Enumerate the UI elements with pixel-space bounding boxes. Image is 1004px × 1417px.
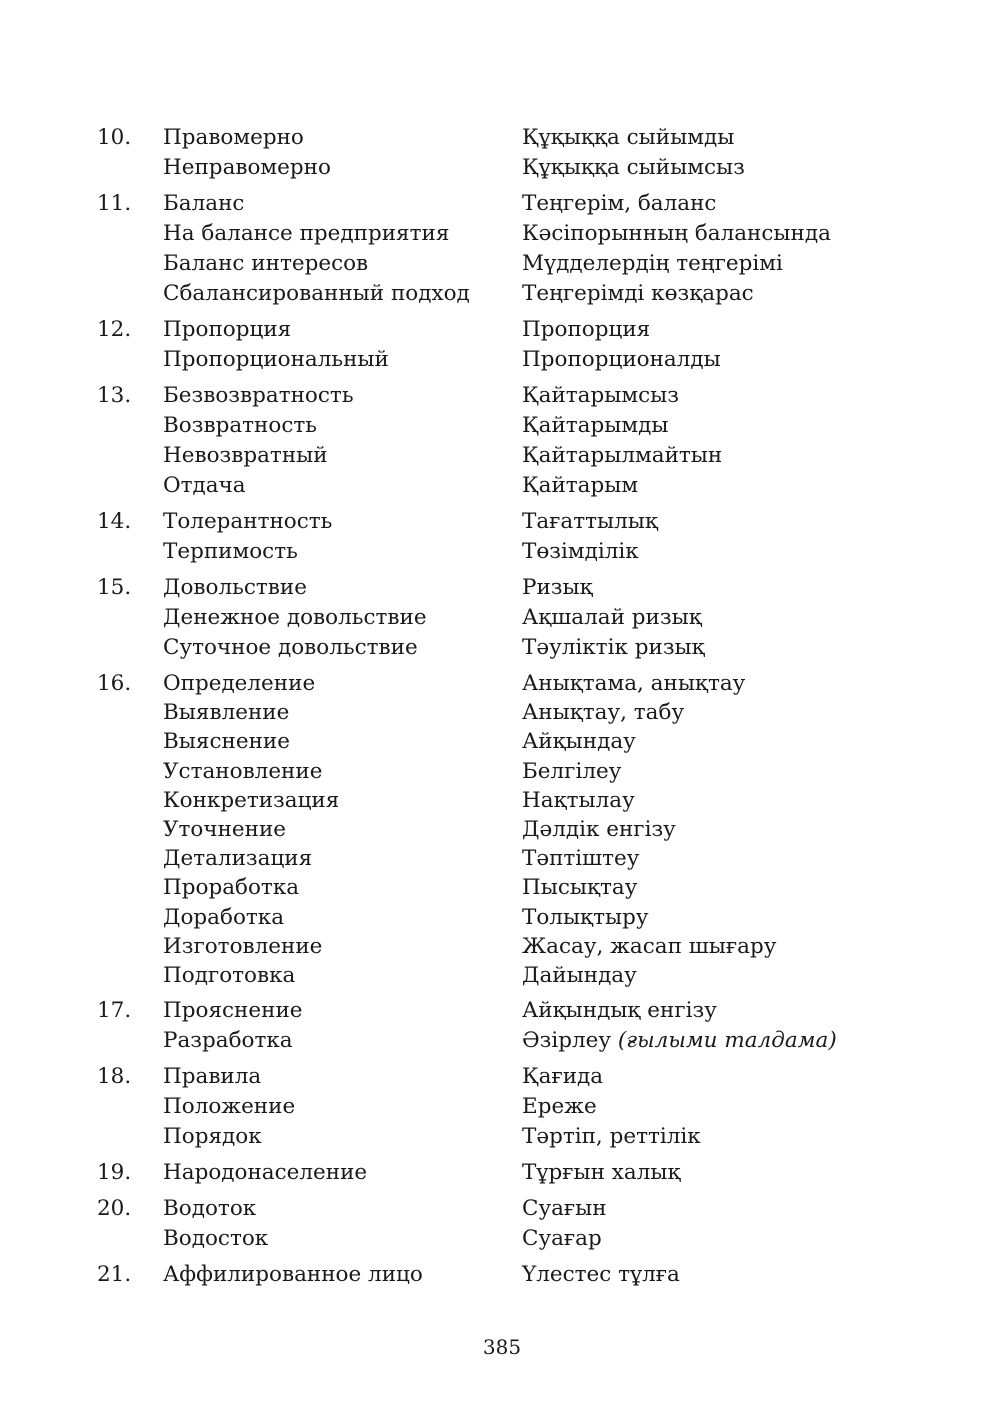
glossary-row bbox=[0, 873, 1004, 902]
kazakh-term-text: Жасау, жасап шығару bbox=[522, 933, 777, 959]
kazakh-term bbox=[522, 757, 621, 786]
russian-term: Безвозвратность bbox=[163, 383, 354, 408]
russian-term: Установление bbox=[163, 758, 323, 784]
russian-term: Водосток bbox=[163, 1226, 269, 1252]
entry-number: 11. bbox=[97, 191, 132, 216]
kazakh-term-text: Толықтыру bbox=[522, 904, 649, 930]
kazakh-term bbox=[522, 411, 668, 441]
russian-term: Пропорциональный bbox=[163, 347, 389, 372]
kazakh-term bbox=[522, 1122, 701, 1152]
russian-term: Довольствие bbox=[163, 575, 307, 600]
kazakh-term bbox=[522, 315, 650, 345]
glossary-row bbox=[0, 381, 1004, 411]
russian-term: Порядок bbox=[163, 1124, 262, 1150]
russian-term: Уточнение bbox=[163, 816, 287, 842]
kazakh-term-text: Құқыққа сыйымсыз bbox=[522, 155, 745, 180]
kazakh-term bbox=[522, 189, 716, 219]
entry-number: 21. bbox=[97, 1262, 132, 1288]
russian-term: Возвратность bbox=[163, 413, 317, 438]
kazakh-term bbox=[522, 1194, 607, 1224]
kazakh-term-text: Кәсіпорынның балансында bbox=[522, 221, 831, 246]
russian-term: Баланс интересов bbox=[163, 251, 369, 276]
russian-term: Правомерно bbox=[163, 125, 304, 150]
page-number: 385 bbox=[482, 1335, 522, 1359]
kazakh-term-text: Пропорционалды bbox=[522, 347, 721, 372]
entry-number: 12. bbox=[97, 317, 132, 342]
kazakh-term bbox=[522, 633, 705, 663]
glossary-row bbox=[0, 603, 1004, 633]
glossary-row bbox=[0, 844, 1004, 873]
glossary-row bbox=[0, 815, 1004, 844]
kazakh-term bbox=[522, 961, 637, 990]
glossary-row bbox=[0, 757, 1004, 786]
russian-term: Положение bbox=[163, 1094, 296, 1120]
russian-term: Проработка bbox=[163, 875, 300, 901]
glossary-row bbox=[0, 507, 1004, 537]
kazakh-term-text: Қайтарым bbox=[522, 473, 639, 498]
kazakh-term bbox=[522, 1062, 603, 1092]
russian-term: Конкретизация bbox=[163, 787, 340, 813]
glossary-entry bbox=[0, 1158, 1004, 1188]
kazakh-term bbox=[522, 727, 636, 756]
kazakh-term-text: Тәптіштеу bbox=[522, 846, 640, 872]
entry-number: 20. bbox=[97, 1196, 132, 1222]
kazakh-term-text: Қайтарымсыз bbox=[522, 383, 679, 408]
glossary-row bbox=[0, 1122, 1004, 1152]
kazakh-term bbox=[522, 345, 721, 375]
entry-number: 17. bbox=[97, 998, 132, 1024]
kazakh-term-text: Тағаттылық bbox=[522, 509, 658, 534]
kazakh-term-text: Әзірлеу bbox=[522, 1028, 618, 1054]
glossary-row bbox=[0, 249, 1004, 279]
russian-term: Отдача bbox=[163, 473, 246, 498]
kazakh-term-text: Мүдделердің теңгерімі bbox=[522, 251, 783, 276]
kazakh-term bbox=[522, 873, 637, 902]
kazakh-term bbox=[522, 441, 722, 471]
kazakh-term bbox=[522, 153, 745, 183]
glossary-row bbox=[0, 1260, 1004, 1290]
glossary-row bbox=[0, 786, 1004, 815]
kazakh-term-text: Суағын bbox=[522, 1196, 607, 1222]
kazakh-term-text: Ереже bbox=[522, 1094, 597, 1120]
glossary-entry bbox=[0, 507, 1004, 567]
glossary-row bbox=[0, 219, 1004, 249]
russian-term: Терпимость bbox=[163, 539, 298, 564]
kazakh-term-text: Дайындау bbox=[522, 962, 637, 988]
kazakh-term-text: Құқыққа сыйымды bbox=[522, 125, 735, 150]
entry-number: 10. bbox=[97, 125, 132, 150]
kazakh-term bbox=[522, 996, 717, 1026]
kazakh-term-text: Үлестес тұлға bbox=[522, 1262, 680, 1288]
glossary-row bbox=[0, 441, 1004, 471]
russian-term: Прояснение bbox=[163, 998, 303, 1024]
entry-number: 14. bbox=[97, 509, 132, 534]
entry-number: 13. bbox=[97, 383, 132, 408]
russian-term: Сбалансированный подход bbox=[163, 281, 470, 306]
russian-term: Определение bbox=[163, 671, 316, 696]
glossary-row bbox=[0, 279, 1004, 309]
kazakh-term-text: Пропорция bbox=[522, 317, 651, 342]
kazakh-term bbox=[522, 381, 679, 411]
kazakh-term-text: Анықтау, табу bbox=[522, 700, 685, 726]
russian-term: Разработка bbox=[163, 1028, 293, 1054]
kazakh-term bbox=[522, 786, 635, 815]
glossary-entry bbox=[0, 1260, 1004, 1290]
kazakh-term-text: Белгілеу bbox=[522, 758, 622, 784]
glossary-row bbox=[0, 123, 1004, 153]
glossary-entry bbox=[0, 996, 1004, 1056]
russian-term: Выявление bbox=[163, 700, 290, 726]
glossary-row bbox=[0, 932, 1004, 961]
kazakh-term-note: (ғылыми талдама) bbox=[617, 1028, 837, 1054]
kazakh-term bbox=[522, 1158, 681, 1188]
kazakh-term bbox=[522, 471, 638, 501]
kazakh-term-text: Айқындау bbox=[522, 729, 636, 755]
entry-number: 19. bbox=[97, 1160, 132, 1186]
glossary-row bbox=[0, 1224, 1004, 1254]
kazakh-term bbox=[522, 507, 658, 537]
kazakh-term bbox=[522, 219, 831, 249]
glossary-row bbox=[0, 698, 1004, 727]
kazakh-term-text: Тәртіп, реттілік bbox=[522, 1124, 701, 1150]
kazakh-term bbox=[522, 815, 676, 844]
kazakh-term-text: Ризық bbox=[522, 575, 593, 600]
entry-number: 18. bbox=[97, 1064, 132, 1090]
kazakh-term bbox=[522, 123, 734, 153]
kazakh-term bbox=[522, 1224, 602, 1254]
glossary-entry bbox=[0, 381, 1004, 501]
kazakh-term-text: Қайтарылмайтын bbox=[522, 443, 723, 468]
kazakh-term bbox=[522, 603, 702, 633]
russian-term: Денежное довольствие bbox=[163, 605, 427, 630]
russian-term: Выяснение bbox=[163, 729, 290, 755]
kazakh-term bbox=[522, 1092, 597, 1122]
glossary-table bbox=[0, 123, 1004, 1296]
russian-term: Изготовление bbox=[163, 933, 323, 959]
russian-term: Водоток bbox=[163, 1196, 257, 1222]
kazakh-term-text: Пысықтау bbox=[522, 875, 638, 901]
russian-term: Баланс bbox=[163, 191, 245, 216]
glossary-row bbox=[0, 1026, 1004, 1056]
kazakh-term-text: Қағида bbox=[522, 1064, 604, 1090]
entry-number: 15. bbox=[97, 575, 132, 600]
glossary-row bbox=[0, 153, 1004, 183]
russian-term: Невозвратный bbox=[163, 443, 328, 468]
glossary-row bbox=[0, 996, 1004, 1026]
glossary-row bbox=[0, 1194, 1004, 1224]
glossary-entry bbox=[0, 189, 1004, 309]
russian-term: Детализация bbox=[163, 846, 313, 872]
glossary-row bbox=[0, 1092, 1004, 1122]
kazakh-term-text: Тәуліктік ризық bbox=[522, 635, 705, 660]
kazakh-term bbox=[522, 844, 639, 873]
kazakh-term-text: Теңгерім, баланс bbox=[522, 191, 717, 216]
kazakh-term-text: Дәлдік енгізу bbox=[522, 816, 676, 842]
kazakh-term-text: Айқындық енгізу bbox=[522, 998, 717, 1024]
glossary-row bbox=[0, 471, 1004, 501]
glossary-row bbox=[0, 1158, 1004, 1188]
russian-term: Аффилированное лицо bbox=[163, 1262, 423, 1288]
glossary-row bbox=[0, 961, 1004, 990]
kazakh-term bbox=[522, 932, 776, 961]
kazakh-term-text: Ақшалай ризық bbox=[522, 605, 702, 630]
kazakh-term-text: Анықтама, анықтау bbox=[522, 671, 746, 696]
russian-term: Подготовка bbox=[163, 962, 296, 988]
glossary-row bbox=[0, 633, 1004, 663]
russian-term: На балансе предприятия bbox=[163, 221, 450, 246]
kazakh-term-text: Нақтылау bbox=[522, 787, 635, 813]
glossary-row bbox=[0, 573, 1004, 603]
kazakh-term bbox=[522, 698, 684, 727]
kazakh-term bbox=[522, 669, 745, 698]
glossary-row bbox=[0, 727, 1004, 756]
russian-term: Доработка bbox=[163, 904, 285, 930]
kazakh-term bbox=[522, 1026, 837, 1056]
glossary-row bbox=[0, 669, 1004, 698]
glossary-row bbox=[0, 411, 1004, 441]
russian-term: Пропорция bbox=[163, 317, 292, 342]
entry-number: 16. bbox=[97, 671, 132, 696]
russian-term: Неправомерно bbox=[163, 155, 331, 180]
glossary-row bbox=[0, 1062, 1004, 1092]
glossary-entry bbox=[0, 669, 1004, 990]
kazakh-term-text: Теңгерімді көзқарас bbox=[522, 281, 754, 306]
russian-term: Народонаселение bbox=[163, 1160, 368, 1186]
kazakh-term bbox=[522, 573, 593, 603]
glossary-row bbox=[0, 345, 1004, 375]
kazakh-term bbox=[522, 249, 783, 279]
glossary-entry bbox=[0, 573, 1004, 663]
glossary-row bbox=[0, 903, 1004, 932]
glossary-row bbox=[0, 189, 1004, 219]
russian-term: Суточное довольствие bbox=[163, 635, 418, 660]
kazakh-term bbox=[522, 903, 649, 932]
kazakh-term bbox=[522, 537, 639, 567]
glossary-row bbox=[0, 537, 1004, 567]
russian-term: Правила bbox=[163, 1064, 262, 1090]
kazakh-term-text: Қайтарымды bbox=[522, 413, 669, 438]
glossary-row bbox=[0, 315, 1004, 345]
kazakh-term-text: Суағар bbox=[522, 1226, 602, 1252]
kazakh-term bbox=[522, 1260, 680, 1290]
kazakh-term-text: Тұрғын халық bbox=[522, 1160, 681, 1186]
russian-term: Толерантность bbox=[163, 509, 333, 534]
glossary-entry bbox=[0, 1062, 1004, 1152]
glossary-entry bbox=[0, 123, 1004, 183]
kazakh-term bbox=[522, 279, 754, 309]
glossary-entry bbox=[0, 315, 1004, 375]
glossary-entry bbox=[0, 1194, 1004, 1254]
kazakh-term-text: Төзімділік bbox=[522, 539, 639, 564]
